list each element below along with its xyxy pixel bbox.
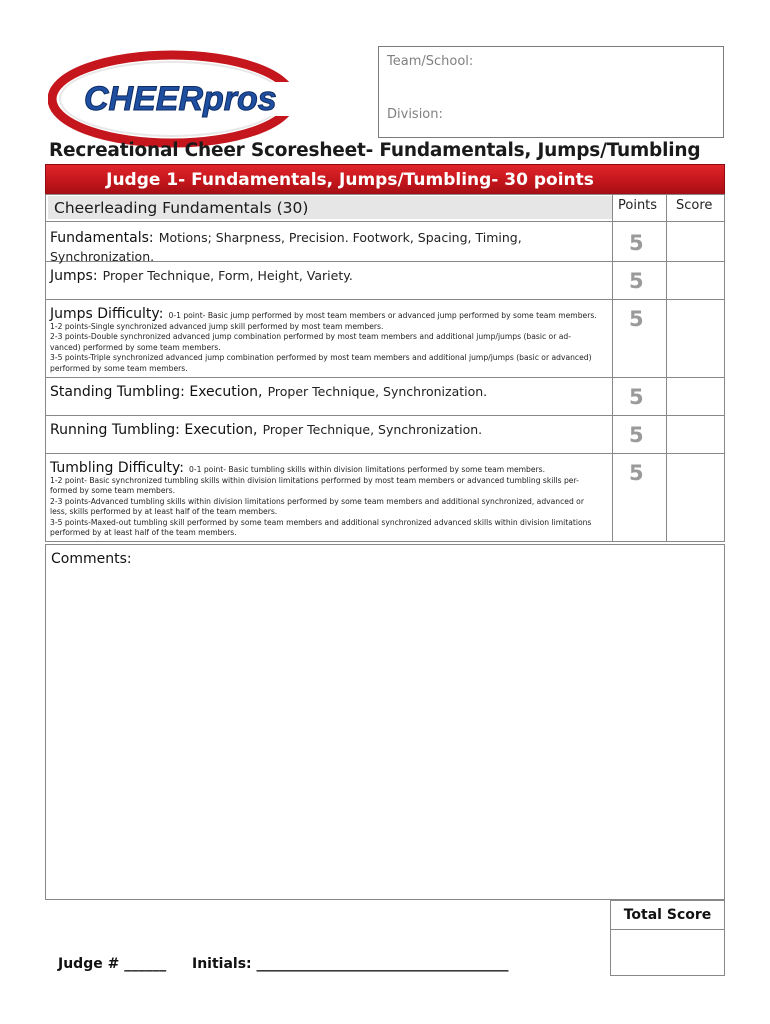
row-desc: Proper Technique, Form, Height, Variety. xyxy=(102,268,353,283)
points-header: Points xyxy=(618,198,658,213)
row-title: Fundamentals: xyxy=(50,230,154,246)
comments-label: Comments: xyxy=(51,551,132,567)
row-points: 5 xyxy=(629,385,644,409)
row-points: 5 xyxy=(629,307,644,331)
row-desc-line: performed by at least half of the team members. xyxy=(50,528,237,538)
team-school-label: Team/School: xyxy=(387,54,474,69)
page-title: Recreational Cheer Scoresheet- Fundamentals, Jumps/Tumbling xyxy=(49,140,701,161)
row-points: 5 xyxy=(629,461,644,485)
total-score-label: Total Score xyxy=(611,901,724,930)
row-desc: 0-1 point- Basic tumbling skills within division limitations performed by some team members. xyxy=(189,465,546,474)
table-row xyxy=(50,381,610,400)
banner-text: Judge 1- Fundamentals, Jumps/Tumbling- 30 points xyxy=(106,169,594,190)
row-desc: Proper Technique, Synchronization. xyxy=(262,422,483,437)
row-points: 5 xyxy=(629,231,644,255)
logo-text: CHEERpros xyxy=(84,80,277,118)
row-title: Tumbling Difficulty: xyxy=(50,460,184,476)
row-title: Jumps Difficulty: xyxy=(50,306,164,322)
row-desc-line: 1-2 point- Basic synchronized tumbling skills within division limitations performed by most team members or advanced tumbling skills per- xyxy=(50,476,579,485)
table-row xyxy=(50,227,610,265)
row-desc: Proper Technique, Synchronization. xyxy=(267,384,488,399)
table-row xyxy=(50,419,610,438)
division-label: Division: xyxy=(387,107,443,122)
row-desc-line: 3-5 points-Triple synchronized advanced jump combination performed by most team members and additional jump/jumps (basic or advanced) xyxy=(50,353,592,363)
row-title: Running Tumbling: Execution, xyxy=(50,422,258,438)
total-score-box[interactable] xyxy=(610,900,725,976)
row-desc-line: 2-3 points-Double synchronized advanced jump combination performed by most team members and additional jump/jumps (basic or ad- xyxy=(50,332,571,342)
comments-box[interactable] xyxy=(45,544,725,900)
initials-field[interactable]: Initials: ____________________________________ xyxy=(192,956,509,972)
row-desc-line: 2-3 points-Advanced tumbling skills within division limitations performed by some team members and additional synchronized, advanced or xyxy=(50,496,584,506)
row-desc-line: less, skills performed by at least half of the team members. xyxy=(50,507,278,517)
table-row xyxy=(50,303,610,374)
section-title: Cheerleading Fundamentals (30) xyxy=(48,196,612,219)
table-row xyxy=(50,265,610,284)
row-desc: 0-1 point- Basic jump performed by most team members or advanced jump performed by some team members. xyxy=(168,311,597,320)
judge-banner xyxy=(45,164,725,195)
row-desc-line: vanced) performed by some team members. xyxy=(50,342,221,352)
row-points: 5 xyxy=(629,269,644,293)
row-desc-line: 1-2 points-Single synchronized advanced jump skill performed by most team members. xyxy=(50,322,384,331)
scoring-table xyxy=(45,194,725,542)
row-title: Standing Tumbling: Execution, xyxy=(50,384,263,400)
row-title: Jumps: xyxy=(50,268,98,284)
table-row xyxy=(50,457,610,538)
judge-number-field[interactable]: Judge # ______ xyxy=(58,956,167,972)
team-division-box[interactable] xyxy=(378,46,724,138)
score-header: Score xyxy=(676,198,713,213)
row-desc: Motions; Sharpness, Precision. Footwork, Spacing, Timing, Synchronization. xyxy=(50,230,522,264)
row-desc-line: performed by some team members. xyxy=(50,363,188,373)
row-desc-line: formed by some team members. xyxy=(50,486,175,496)
cheerpros-logo xyxy=(48,48,304,150)
row-desc-line: 3-5 points-Maxed-out tumbling skill performed by some team members and additional synchronized advanced skills within division limitations xyxy=(50,517,592,527)
row-points: 5 xyxy=(629,423,644,447)
